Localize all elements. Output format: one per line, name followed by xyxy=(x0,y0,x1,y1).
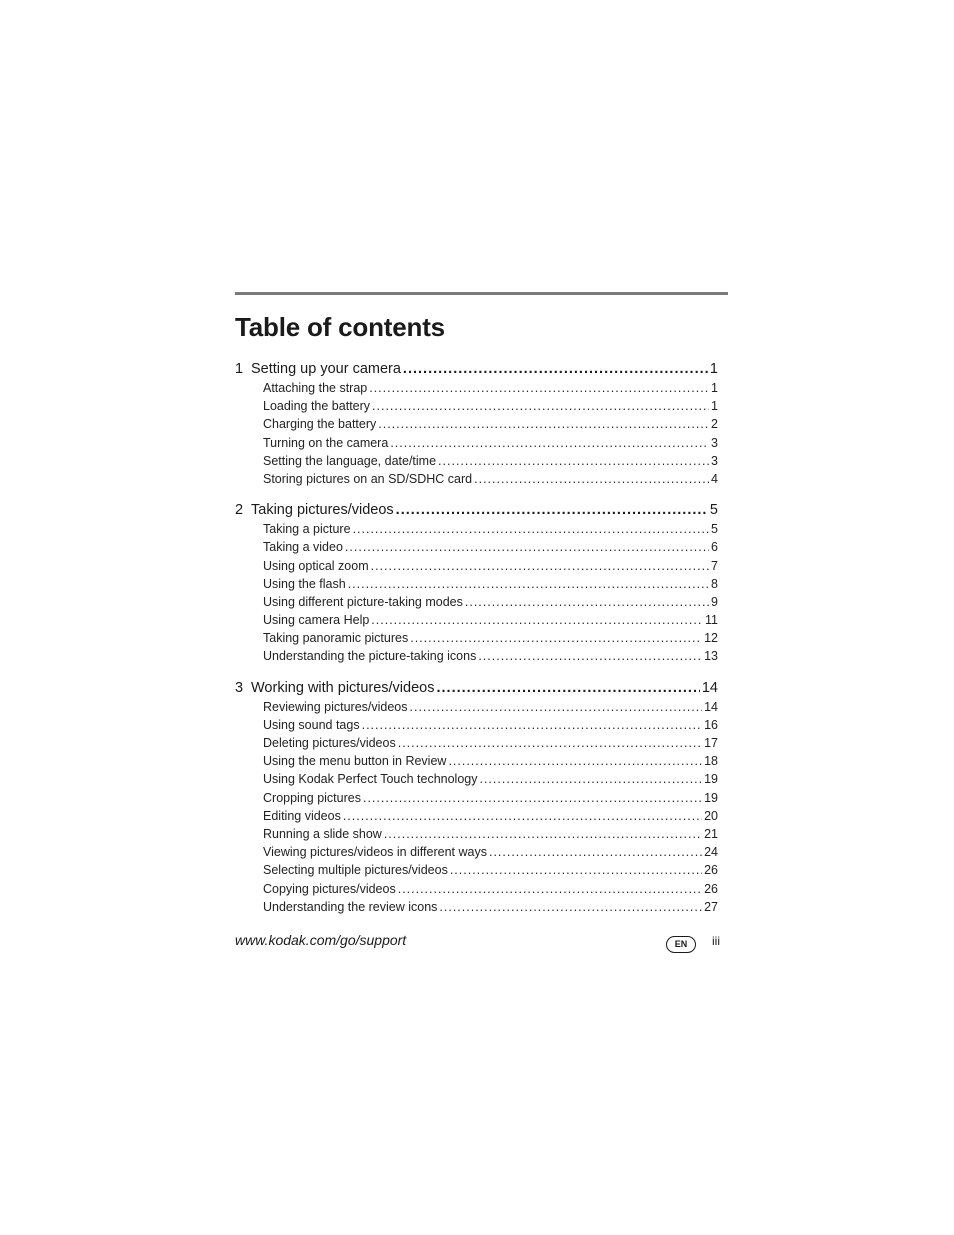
dot-leader xyxy=(362,716,703,734)
toc-section-title: Copying pictures/videos xyxy=(263,881,396,896)
dot-leader xyxy=(396,500,708,520)
toc-section-title: Running a slide show xyxy=(263,826,382,841)
toc-section-page: 2 xyxy=(711,417,718,432)
toc-section-page: 18 xyxy=(704,754,718,769)
header-rule xyxy=(235,292,728,295)
dot-leader xyxy=(410,698,703,716)
dot-leader xyxy=(403,359,708,379)
toc-section-entry[interactable] xyxy=(235,807,718,825)
toc-section-entry[interactable] xyxy=(235,452,718,470)
toc-chapter xyxy=(235,500,718,666)
dot-leader xyxy=(438,452,709,470)
toc-chapter-entry[interactable] xyxy=(235,500,718,520)
toc-chapter-label xyxy=(235,359,401,379)
toc-section-page: 11 xyxy=(705,613,718,628)
toc-chapter-entry[interactable] xyxy=(235,359,718,379)
toc-section-title: Using the flash xyxy=(263,576,346,591)
toc-section-entry[interactable] xyxy=(235,470,718,488)
dot-leader xyxy=(398,734,702,752)
toc-section-entry[interactable] xyxy=(235,898,718,916)
toc-section-page: 5 xyxy=(711,522,718,537)
toc-section-title: Deleting pictures/videos xyxy=(263,736,396,750)
toc-section-entry[interactable] xyxy=(235,538,718,556)
dot-leader xyxy=(345,538,709,556)
toc-chapter-number: 1 xyxy=(235,361,244,377)
dot-leader xyxy=(348,575,709,593)
dot-leader xyxy=(450,861,702,879)
toc-section-page: 19 xyxy=(704,790,718,805)
toc-section-page: 14 xyxy=(704,699,718,714)
toc-section-entry[interactable] xyxy=(235,557,718,575)
toc-section-entry[interactable] xyxy=(235,397,718,415)
toc-section-entry[interactable] xyxy=(235,770,718,788)
toc-section-page: 1 xyxy=(711,399,718,414)
toc-section-entry[interactable] xyxy=(235,629,718,647)
dot-leader xyxy=(479,770,702,788)
toc-section-entry[interactable] xyxy=(235,647,718,665)
dot-leader xyxy=(465,593,709,611)
toc-section-title: Using optical zoom xyxy=(263,558,369,573)
toc-chapter-page: 14 xyxy=(701,679,718,696)
dot-leader xyxy=(474,470,709,488)
toc-chapter-number: 2 xyxy=(235,502,244,519)
toc-chapter xyxy=(235,678,718,916)
toc-section-title: Taking a video xyxy=(263,540,343,555)
toc-section-page: 6 xyxy=(711,540,718,555)
toc-section-page: 7 xyxy=(711,558,718,573)
language-badge: EN xyxy=(666,936,696,953)
toc-section-page: 17 xyxy=(704,736,718,750)
dot-leader xyxy=(478,647,702,665)
dot-leader xyxy=(371,611,703,629)
dot-leader xyxy=(369,379,709,397)
toc-section-entry[interactable] xyxy=(235,880,718,898)
toc-section-page: 27 xyxy=(704,899,718,914)
toc-section-entry[interactable] xyxy=(235,415,718,433)
toc-section-page: 8 xyxy=(711,576,718,591)
toc-section-entry[interactable] xyxy=(235,716,718,734)
toc-chapter-page: 5 xyxy=(709,502,718,519)
toc-section-entry[interactable] xyxy=(235,843,718,861)
dot-leader xyxy=(371,557,709,575)
toc-section-title: Charging the battery xyxy=(263,417,377,432)
toc-section-title: Cropping pictures xyxy=(263,790,361,805)
toc-section-page: 12 xyxy=(704,631,718,646)
toc-section-entry[interactable] xyxy=(235,734,718,752)
page-title: Table of contents xyxy=(235,312,445,342)
dot-leader xyxy=(378,415,709,433)
toc-section-title: Using Kodak Perfect Touch technology xyxy=(263,772,478,787)
toc-section-title: Using camera Help xyxy=(263,613,370,628)
toc-section-page: 16 xyxy=(704,717,718,732)
toc-chapter-label xyxy=(235,500,394,520)
toc-section-title: Selecting multiple pictures/videos xyxy=(263,863,448,878)
toc-section-page: 21 xyxy=(704,826,718,841)
dot-leader xyxy=(448,752,702,770)
dot-leader xyxy=(343,807,702,825)
toc-section-page: 3 xyxy=(711,435,718,450)
toc-section-page: 9 xyxy=(711,594,718,609)
toc-section-page: 26 xyxy=(704,881,718,896)
toc-section-entry[interactable] xyxy=(235,379,718,397)
toc-chapter-title: Taking pictures/videos xyxy=(251,502,394,519)
toc-section-entry[interactable] xyxy=(235,825,718,843)
dot-leader xyxy=(410,629,702,647)
toc-section-page: 4 xyxy=(711,471,718,486)
dot-leader xyxy=(353,520,709,538)
toc-section-title: Taking panoramic pictures xyxy=(263,631,409,646)
toc-section-title: Using the menu button in Review xyxy=(263,754,447,769)
toc-chapter xyxy=(235,359,718,488)
toc-section-entry[interactable] xyxy=(235,789,718,807)
toc-section-title: Loading the battery xyxy=(263,399,371,414)
dot-leader xyxy=(390,434,709,452)
toc-section-entry[interactable] xyxy=(235,575,718,593)
toc-section-title: Understanding the review icons xyxy=(263,899,438,914)
toc-section-title: Turning on the camera xyxy=(263,435,389,450)
table-of-contents xyxy=(235,359,718,928)
toc-section-page: 3 xyxy=(711,453,718,468)
toc-section-entry[interactable] xyxy=(235,611,718,629)
toc-chapter-number: 3 xyxy=(235,679,244,696)
toc-section-entry[interactable] xyxy=(235,593,718,611)
toc-section-title: Understanding the picture-taking icons xyxy=(263,649,477,664)
toc-section-title: Viewing pictures/videos in different ways xyxy=(263,845,487,860)
toc-section-title: Editing videos xyxy=(263,808,341,823)
toc-section-page: 24 xyxy=(704,845,718,860)
toc-chapter-entry[interactable] xyxy=(235,678,718,698)
support-url[interactable]: www.kodak.com/go/support xyxy=(235,932,407,948)
toc-section-title: Using sound tags xyxy=(263,717,360,732)
toc-section-page: 26 xyxy=(704,863,718,878)
toc-section-page: 20 xyxy=(704,808,718,823)
dot-leader xyxy=(436,678,699,698)
page-number: iii xyxy=(712,934,720,948)
dot-leader xyxy=(372,397,709,415)
toc-section-entry[interactable] xyxy=(235,861,718,879)
dot-leader xyxy=(439,898,702,916)
toc-section-page: 1 xyxy=(711,381,718,395)
toc-chapter-label xyxy=(235,678,434,698)
dot-leader xyxy=(398,880,702,898)
dot-leader xyxy=(363,789,702,807)
toc-section-entry[interactable] xyxy=(235,434,718,452)
toc-section-title: Taking a picture xyxy=(263,522,351,537)
toc-section-page: 13 xyxy=(704,649,718,664)
toc-section-title: Storing pictures on an SD/SDHC card xyxy=(263,471,473,486)
toc-section-page: 19 xyxy=(704,772,718,787)
toc-chapter-title: Setting up your camera xyxy=(251,361,401,377)
toc-section-entry[interactable] xyxy=(235,698,718,716)
toc-section-title: Using different picture-taking modes xyxy=(263,594,463,609)
toc-section-entry[interactable] xyxy=(235,752,718,770)
toc-section-entry[interactable] xyxy=(235,520,718,538)
toc-chapter-title: Working with pictures/videos xyxy=(251,679,435,696)
dot-leader xyxy=(384,825,702,843)
toc-section-title: Attaching the strap xyxy=(263,381,368,395)
toc-section-title: Reviewing pictures/videos xyxy=(263,699,408,714)
toc-section-title: Setting the language, date/time xyxy=(263,453,437,468)
dot-leader xyxy=(489,843,702,861)
toc-chapter-page: 1 xyxy=(709,361,718,377)
